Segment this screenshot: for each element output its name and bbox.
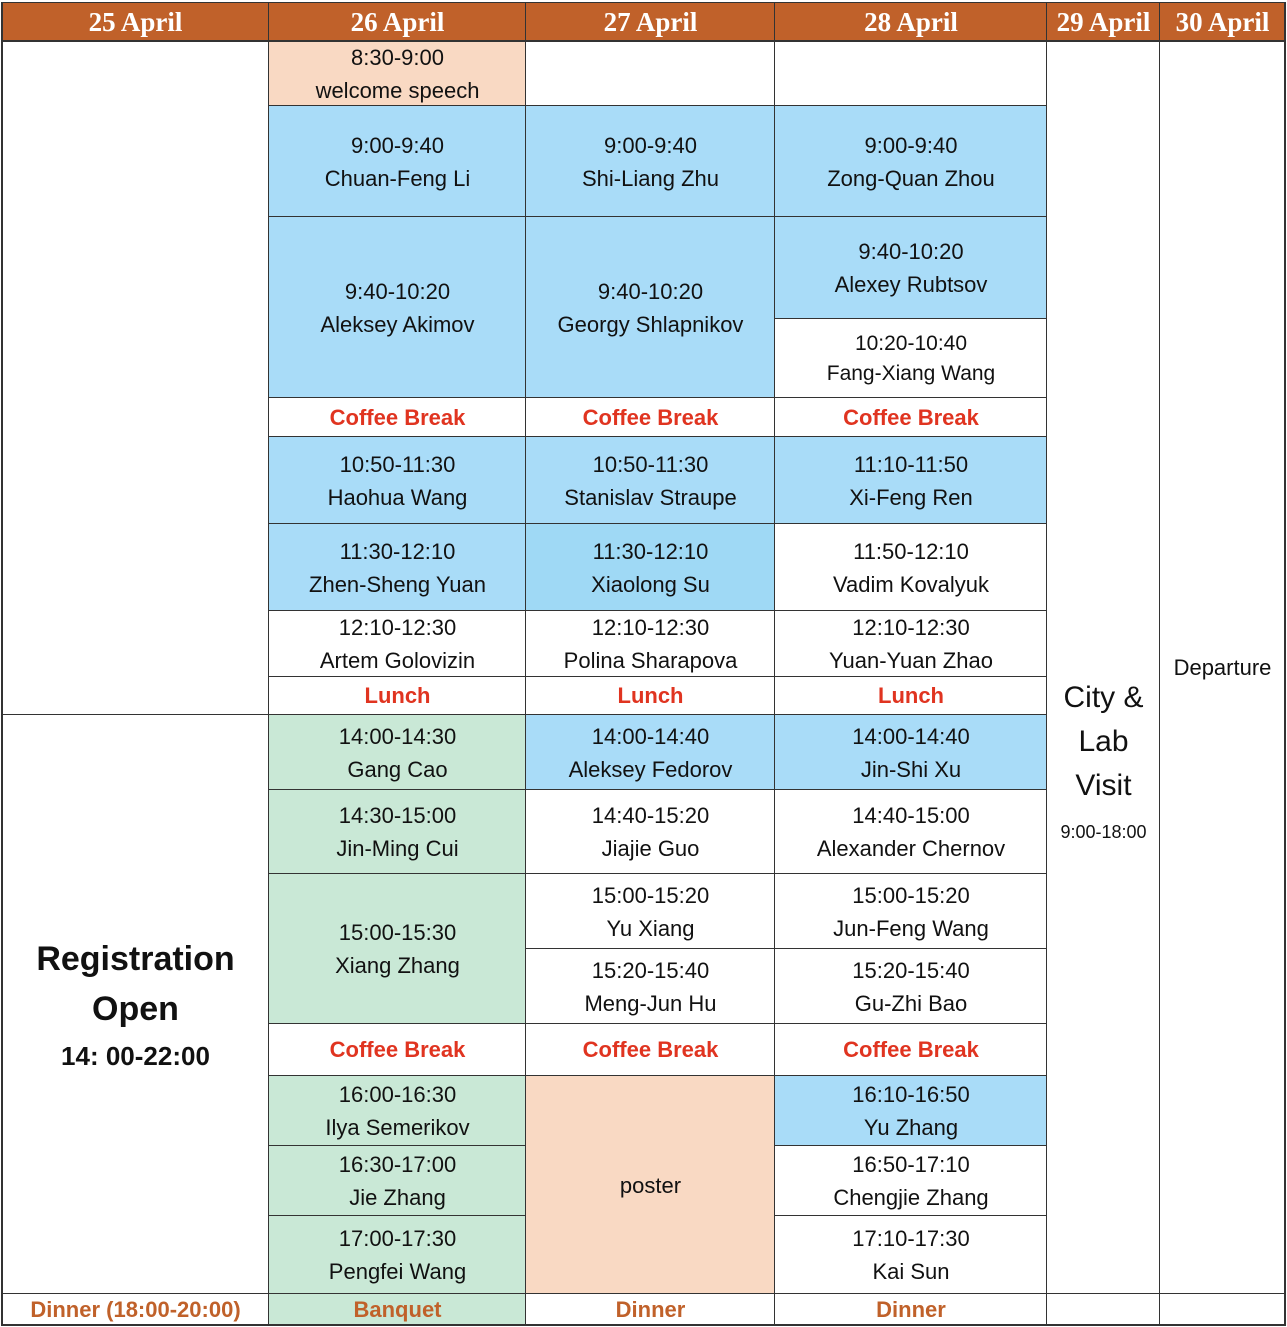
session-time: 10:50-11:30 [339,451,456,477]
apr28-session-10 [775,949,1047,1024]
apr27-session-1 [526,106,775,217]
session-time: 15:00-15:30 [338,920,457,945]
apr26-session-9 [269,1076,526,1146]
apr28-session-9 [775,874,1047,949]
session-speaker: Alexey Rubtsov [834,272,988,297]
apr26-session-8 [269,874,526,1024]
apr25-registration [2,715,269,1294]
grid-line [774,2,775,1326]
session-time: 16:30-17:00 [338,1152,457,1177]
session-speaker: Polina Sharapova [563,648,738,673]
apr28-session-4 [775,437,1047,524]
apr25-morning-empty [2,41,269,715]
session-time: 15:20-15:40 [591,957,710,983]
apr28-session-13 [775,1216,1047,1294]
session-speaker: Artem Golovizin [319,648,476,673]
grid-line [1284,2,1286,1326]
apr26-session-2 [269,217,526,398]
session-speaker: Xiaolong Su [591,571,710,597]
apr27-coffee-break-2: Coffee Break [526,1024,775,1076]
grid-line [269,1023,1047,1024]
session-time: 14:00-14:40 [591,723,710,749]
apr27-dinner: Dinner [526,1294,775,1325]
session-time: 9:00-9:40 [864,132,958,158]
session-speaker: Zhen-Sheng Yuan [309,571,486,597]
session-time: 10:50-11:30 [592,451,709,477]
session-time: 11:50-12:10 [853,538,969,564]
session-time: 8:30-9:00 [351,44,444,70]
apr26-coffee-break-2: Coffee Break [269,1024,526,1076]
visit-title-line2: Lab [1078,725,1129,758]
grid-line [269,523,1047,524]
apr30-departure: Departure [1160,41,1285,1294]
apr27-session-5 [526,611,775,677]
apr27-session-4 [526,524,775,611]
apr28-dinner: Dinner [775,1294,1047,1325]
apr27-session-8 [526,874,775,949]
visit-title-line3: Visit [1075,769,1132,802]
header-28-april: 28 April [775,3,1047,41]
session-time: 14:40-15:20 [591,803,710,828]
visit-time: 9:00-18:00 [1060,822,1147,842]
grid-line [269,676,1047,677]
session-time: 12:10-12:30 [338,615,457,640]
session-speaker: Shi-Liang Zhu [582,165,719,191]
session-time: 17:10-17:30 [852,1226,970,1251]
session-speaker: Yu Zhang [863,1115,959,1140]
apr27-session-7 [526,790,775,874]
grid-line [1159,2,1160,1326]
apr27-session-2 [526,217,775,398]
session-speaker: Jin-Ming Cui [336,836,459,861]
grid-line [269,216,1047,217]
session-speaker: Stanislav Straupe [564,484,737,510]
session-time: 16:50-17:10 [852,1152,970,1177]
apr26-lunch: Lunch [269,677,526,715]
apr28-session-11 [775,1076,1047,1146]
session-speaker: Meng-Jun Hu [584,990,717,1016]
apr30-bottom-empty [1160,1294,1285,1325]
apr27-coffee-break-1: Coffee Break [526,398,775,437]
session-time: 12:10-12:30 [591,615,710,640]
session-speaker: Jun-Feng Wang [833,915,989,941]
apr28-session-2 [775,217,1047,319]
registration-title-line2: Open [92,989,179,1028]
apr28-coffee-break-1: Coffee Break [775,398,1047,437]
grid-line [269,714,1047,715]
apr28-session-7 [775,715,1047,790]
apr28-session-3 [775,319,1047,398]
session-speaker: Chuan-Feng Li [324,165,471,191]
grid-line [269,1075,1047,1076]
session-time: 9:40-10:20 [344,278,451,304]
grid-line [2,1293,1286,1294]
apr28-session-8 [775,790,1047,874]
header-27-april: 27 April [526,3,775,41]
grid-line [1,1324,1286,1326]
session-time: 15:20-15:40 [852,957,970,983]
grid-line [269,105,1047,106]
grid-line [269,789,1047,790]
apr27-empty-morning [526,41,775,106]
session-speaker: Alexander Chernov [816,836,1006,861]
session-speaker: Gang Cao [347,756,448,782]
grid-line [1046,2,1047,1326]
session-speaker: Aleksey Akimov [320,311,475,337]
header-29-april: 29 April [1047,3,1160,41]
session-time: 17:00-17:30 [338,1226,457,1251]
grid-line [775,318,1047,319]
apr26-session-11 [269,1216,526,1294]
session-speaker: Ilya Semerikov [325,1115,470,1140]
apr28-lunch: Lunch [775,677,1047,715]
grid-line [775,1145,1047,1146]
apr26-session-4 [269,524,526,611]
session-time: 16:00-16:30 [338,1082,457,1107]
session-time: 14:00-14:30 [338,723,457,749]
session-speaker: Jiajie Guo [601,836,700,861]
grid-line [1,2,3,1326]
apr29-bottom-empty [1047,1294,1160,1325]
session-time: 15:00-15:20 [852,882,970,908]
apr26-banquet: Banquet [269,1294,526,1325]
grid-line [775,1215,1047,1216]
session-speaker: Xi-Feng Ren [849,484,973,510]
session-time: 14:00-14:40 [852,723,970,749]
session-title: welcome speech [315,77,480,103]
apr28-session-1 [775,106,1047,217]
session-speaker: Jin-Shi Xu [860,756,962,782]
session-time: 11:30-12:10 [592,538,709,564]
apr26-session-3 [269,437,526,524]
session-speaker: Jie Zhang [349,1185,446,1210]
apr26-session-7 [269,790,526,874]
session-speaker: Haohua Wang [327,484,468,510]
apr27-session-3 [526,437,775,524]
session-time: 14:30-15:00 [338,803,457,828]
session-speaker: Zong-Quan Zhou [827,165,995,191]
grid-line [525,2,526,1326]
session-time: 9:40-10:20 [858,239,964,264]
grid-line [269,1215,526,1216]
visit-title-line1: City & [1063,681,1144,714]
grid-line [526,948,1047,949]
apr25-dinner: Dinner (18:00-20:00) [2,1294,269,1325]
session-speaker: Yu Xiang [606,915,695,941]
apr26-session-6 [269,715,526,790]
registration-title-line1: Registration [36,939,235,978]
session-time: 10:20-10:40 [854,331,968,355]
visit-title [1060,676,1146,843]
grid-line [1,2,1286,3]
session-speaker: Fang-Xiang Wang [826,361,996,385]
session-speaker: Kai Sun [872,1259,950,1284]
grid-line [268,2,269,1326]
apr26-session-10 [269,1146,526,1216]
session-time: 9:00-9:40 [351,132,444,158]
grid-line [2,714,269,715]
apr28-session-5 [775,524,1047,611]
session-time: 14:40-15:00 [852,803,970,828]
header-26-april: 26 April [269,3,526,41]
registration-time: 14: 00-22:00 [61,1040,210,1071]
session-speaker: Gu-Zhi Bao [854,990,968,1016]
apr28-session-6 [775,611,1047,677]
grid-line [269,873,1047,874]
grid-line [269,1145,526,1146]
header-25-april: 25 April [2,3,269,41]
apr27-session-6 [526,715,775,790]
session-time: 11:30-12:10 [339,538,456,564]
apr26-coffee-break-1: Coffee Break [269,398,526,437]
session-time: 9:00-9:40 [604,132,697,158]
session-time: 15:00-15:20 [591,882,710,908]
grid-line [269,436,1047,437]
apr26-session-5 [269,611,526,677]
apr27-poster: poster [526,1076,775,1294]
grid-line [1,40,1286,42]
session-speaker: Chengjie Zhang [833,1185,989,1210]
session-time: 12:10-12:30 [852,615,970,640]
session-speaker: Yuan-Yuan Zhao [829,648,993,673]
session-speaker: Xiang Zhang [335,953,460,978]
session-speaker: Georgy Shlapnikov [557,311,744,337]
apr27-session-9 [526,949,775,1024]
apr26-welcome-speech [269,41,526,106]
grid-line [269,397,1047,398]
session-time: 11:10-11:50 [853,451,969,477]
apr28-empty-morning [775,41,1047,106]
session-speaker: Vadim Kovalyuk [832,571,990,597]
apr28-coffee-break-2: Coffee Break [775,1024,1047,1076]
session-time: 9:40-10:20 [597,278,704,304]
apr29-city-lab-visit [1047,41,1160,1294]
header-30-april: 30 April [1160,3,1285,41]
apr27-lunch: Lunch [526,677,775,715]
session-speaker: Pengfei Wang [328,1259,467,1284]
apr28-session-12 [775,1146,1047,1216]
session-time: 16:10-16:50 [852,1082,970,1107]
session-speaker: Aleksey Fedorov [568,756,733,782]
grid-line [269,610,1047,611]
apr26-session-1 [269,106,526,217]
